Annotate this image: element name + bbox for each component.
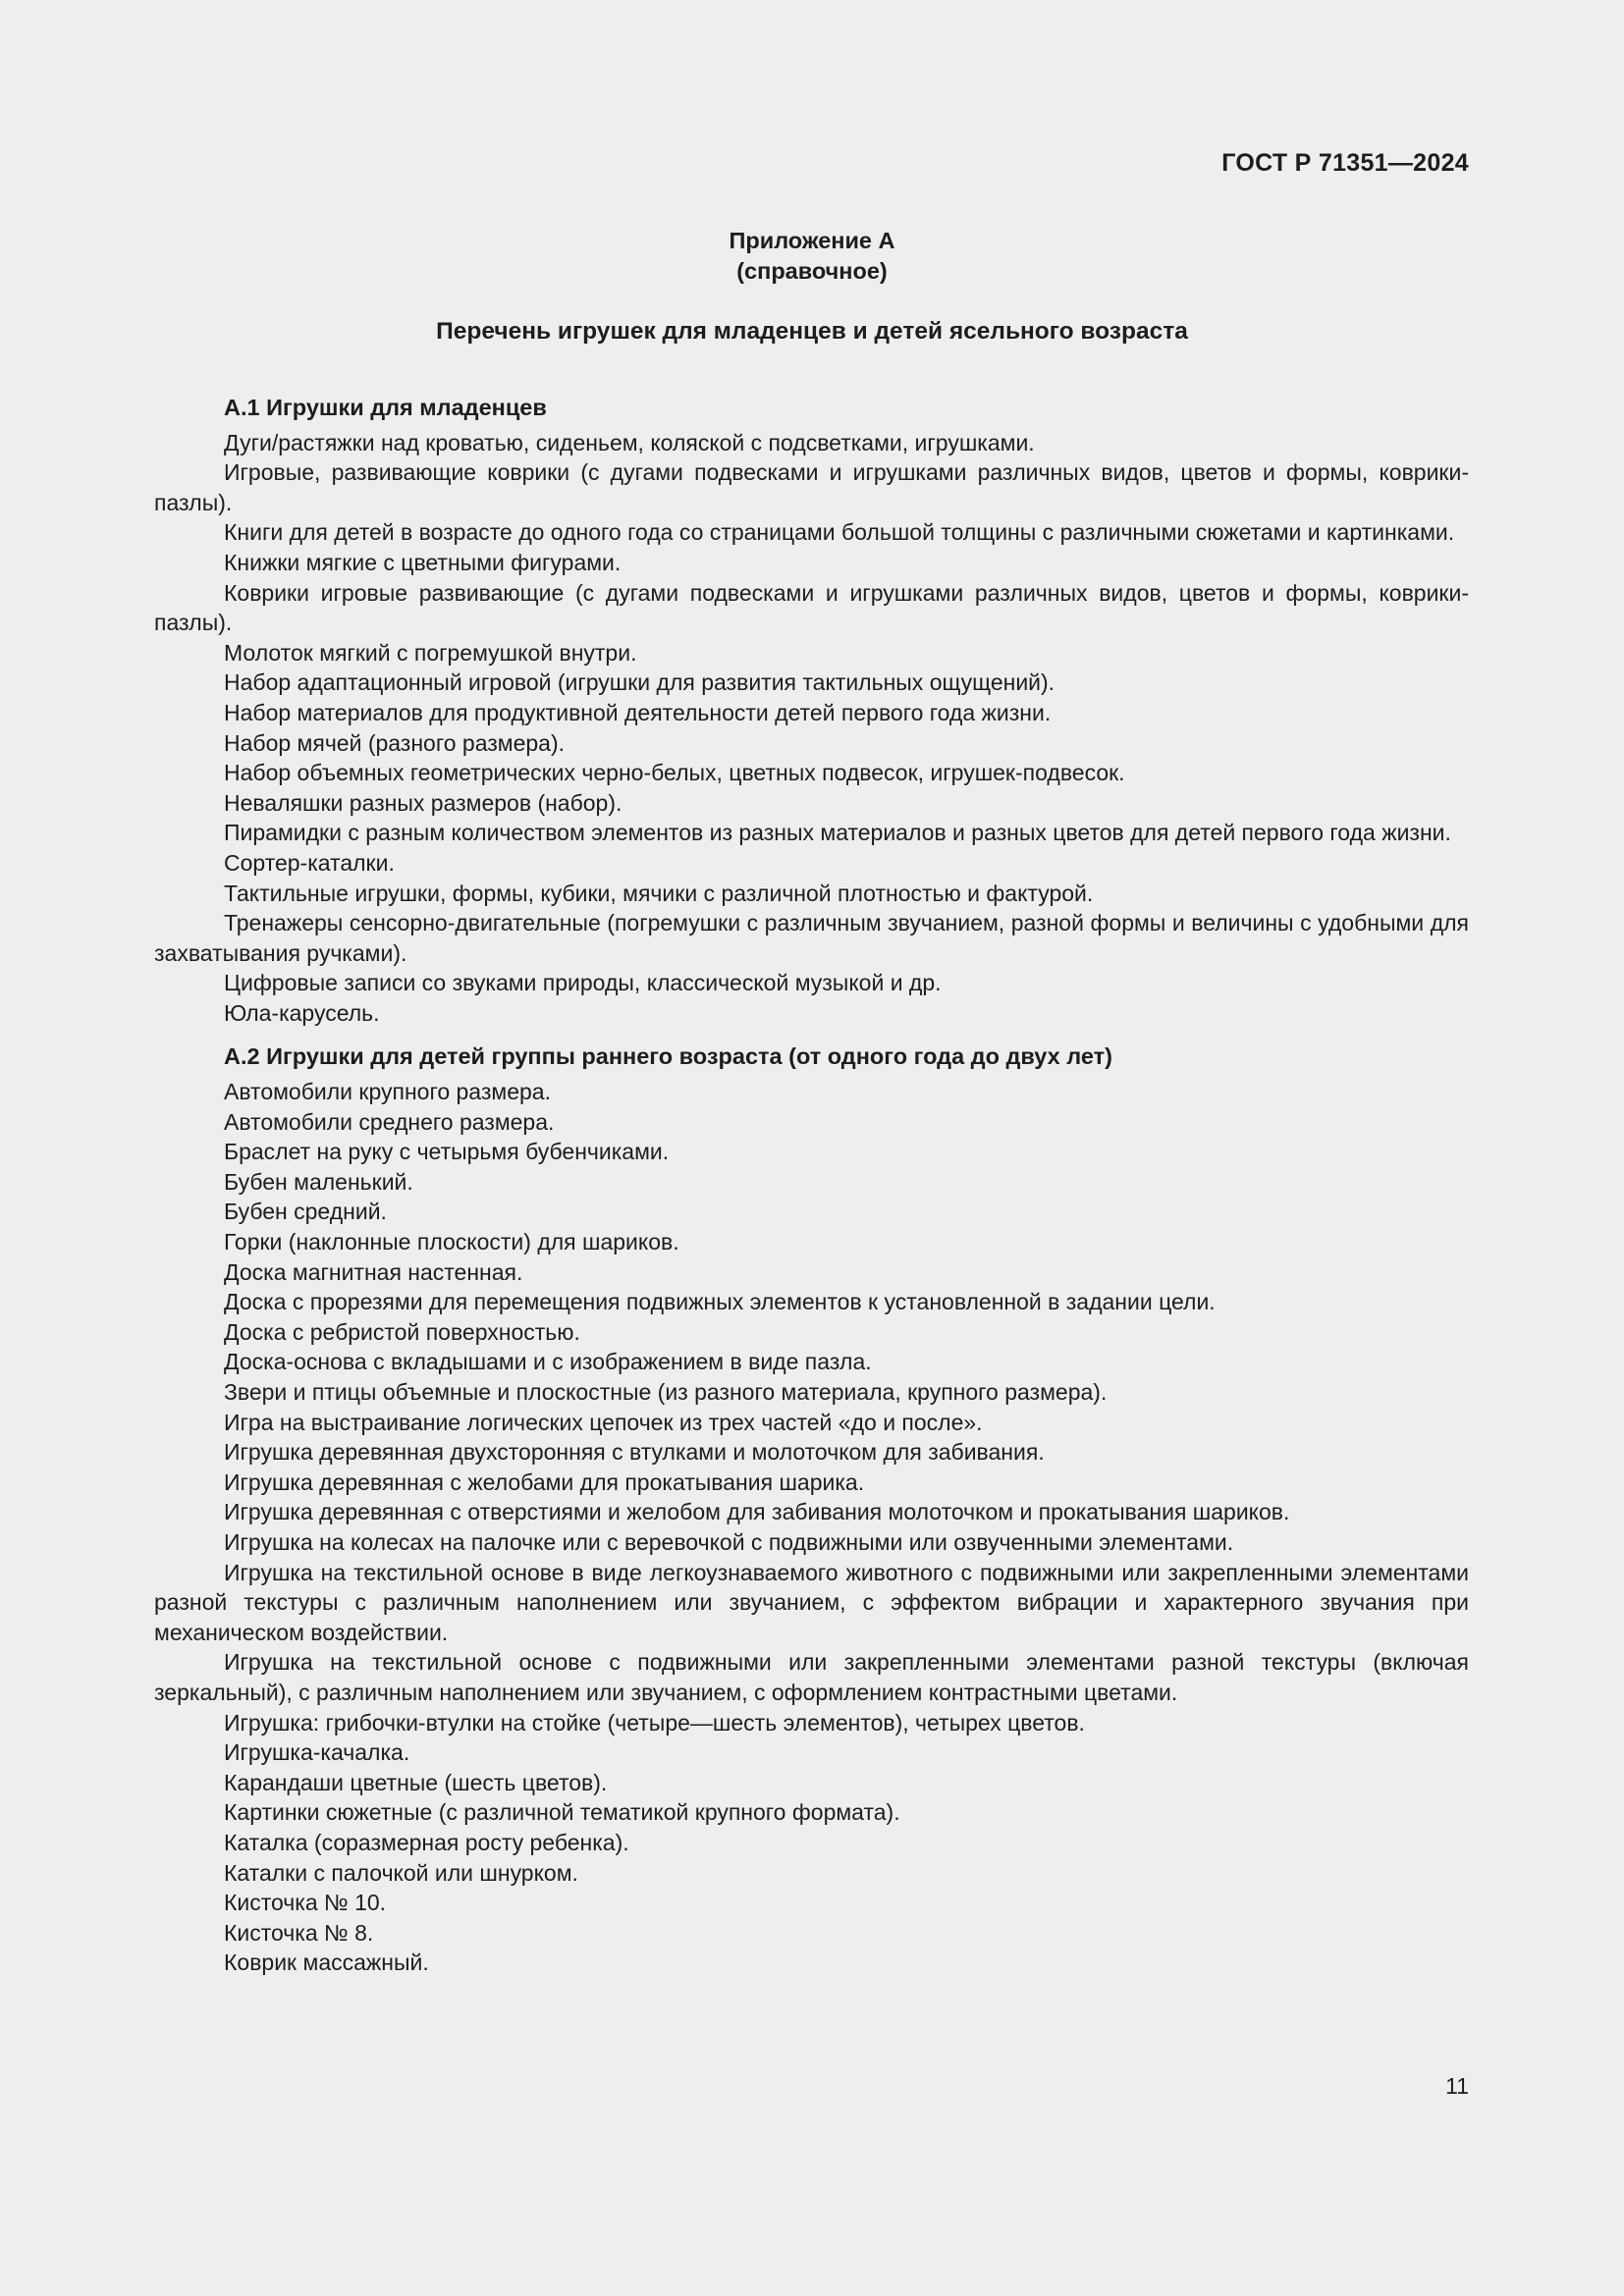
list-item: Игрушка деревянная с отверстиями и желобом для забивания молоточком и прокатывания шариков. [224,1499,1290,1525]
list-item: Набор материалов для продуктивной деятельности детей первого года жизни. [224,699,1052,725]
list-item: Доска с прорезями для перемещения подвижных элементов к установленной в задании цели. [224,1289,1216,1315]
list-item: Игровые, развивающие коврики (с дугами подвесками и игрушками различных видов, цветов и формы, коврики-пазлы). [154,459,1469,515]
list-item: Тактильные игрушки, формы, кубики, мячики с различной плотностью и фактурой. [224,880,1094,906]
list-item: Молоток мягкий с погремушкой внутри. [224,639,637,666]
list-item: Игрушка деревянная двухсторонняя с втулками и молоточком для забивания. [224,1439,1045,1466]
list-item: Сортер-каталки. [224,849,395,876]
list-item: Автомобили крупного размера. [224,1079,551,1105]
list-item: Автомобили среднего размера. [224,1108,555,1135]
list-item: Коврик массажный. [224,1949,429,1976]
section-list [154,1077,1469,1978]
list-item: Картинки сюжетные (с различной тематикой крупного формата). [224,1799,900,1826]
list-item: Горки (наклонные плоскости) для шариков. [224,1229,679,1255]
list-item: Неваляшки разных размеров (набор). [224,789,623,816]
list-item: Бубен маленький. [224,1168,413,1195]
list-item: Бубен средний. [224,1199,387,1225]
list-item: Дуги/растяжки над кроватью, сиденьем, коляской с подсветками, игрушками. [224,429,1035,455]
list-item: Книги для детей в возрасте до одного года со страницами большой толщины с различными сюжетами и картинками. [224,519,1455,546]
list-item: Кисточка № 8. [224,1919,374,1946]
list-item: Доска магнитная настенная. [224,1258,523,1285]
list-item: Цифровые записи со звуками природы, классической музыкой и др. [224,970,942,996]
list-item: Набор объемных геометрических черно-белых, цветных подвесок, игрушек-подвесок. [224,760,1125,786]
appendix-kind: (справочное) [736,258,888,284]
list-item: Игрушка-качалка. [224,1739,410,1766]
list-item: Игрушка на текстильной основе с подвижными или закрепленными элементами разной текстуры (включая зеркальный), с различным наполнением или звучанием, с оформлением контрастными цветами. [154,1649,1469,1705]
list-item: Игрушка на текстильной основе в виде легкоузнаваемого животного с подвижными или закрепленными элементами разной текстуры с различным наполнением или звучанием, с эффектом вибрации и характерного звучания при механическом воздействии. [154,1559,1469,1645]
list-item: Коврики игровые развивающие (с дугами подвесками и игрушками различных видов, цветов и формы, коврики-пазлы). [154,579,1469,636]
list-item: Пирамидки с разным количеством элементов из разных материалов и разных цветов для детей первого года жизни. [224,820,1451,846]
section-list [154,428,1469,1029]
appendix-label: Приложение А [729,228,895,253]
list-item: Набор мячей (разного размера). [224,729,566,756]
document-code: ГОСТ Р 71351—2024 [1221,149,1469,177]
list-item: Игрушка: грибочки-втулки на стойке (четыре—шесть элементов), четырех цветов. [224,1709,1085,1735]
list-item: Карандаши цветные (шесть цветов). [224,1769,608,1795]
appendix-heading [0,226,1624,287]
list-item: Игра на выстраивание логических цепочек из трех частей «до и после». [224,1409,983,1435]
list-item: Игрушка деревянная с желобами для прокатывания шарика. [224,1468,865,1495]
page-number: 11 [1445,2073,1469,2099]
list-item: Юла-карусель. [224,999,380,1026]
document-body [154,393,1469,1978]
list-item: Браслет на руку с четырьмя бубенчиками. [224,1139,670,1165]
page-title: Перечень игрушек для младенцев и детей ясельного возраста [436,318,1188,345]
list-item: Каталки с палочкой или шнурком. [224,1859,578,1886]
list-item: Набор адаптационный игровой (игрушки для развития тактильных ощущений). [224,669,1056,696]
list-item: Книжки мягкие с цветными фигурами. [224,549,622,575]
list-item: Доска с ребристой поверхностью. [224,1318,580,1345]
list-item: Тренажеры сенсорно-двигательные (погремушки с различным звучанием, разной формы и величины с удобными для захватывания ручками). [154,910,1469,966]
list-item: Каталка (соразмерная росту ребенка). [224,1829,629,1855]
section-heading: А.1 Игрушки для младенцев [224,395,547,420]
section-heading: А.2 Игрушки для детей группы раннего возраста (от одного года до двух лет) [224,1043,1112,1070]
list-item: Кисточка № 10. [224,1890,387,1916]
list-item: Звери и птицы объемные и плоскостные (из разного материала, крупного размера). [224,1379,1108,1405]
list-item: Доска-основа с вкладышами и с изображением в виде пазла. [224,1349,872,1375]
list-item: Игрушка на колесах на палочке или с веревочкой с подвижными или озвученными элементами. [224,1528,1234,1555]
